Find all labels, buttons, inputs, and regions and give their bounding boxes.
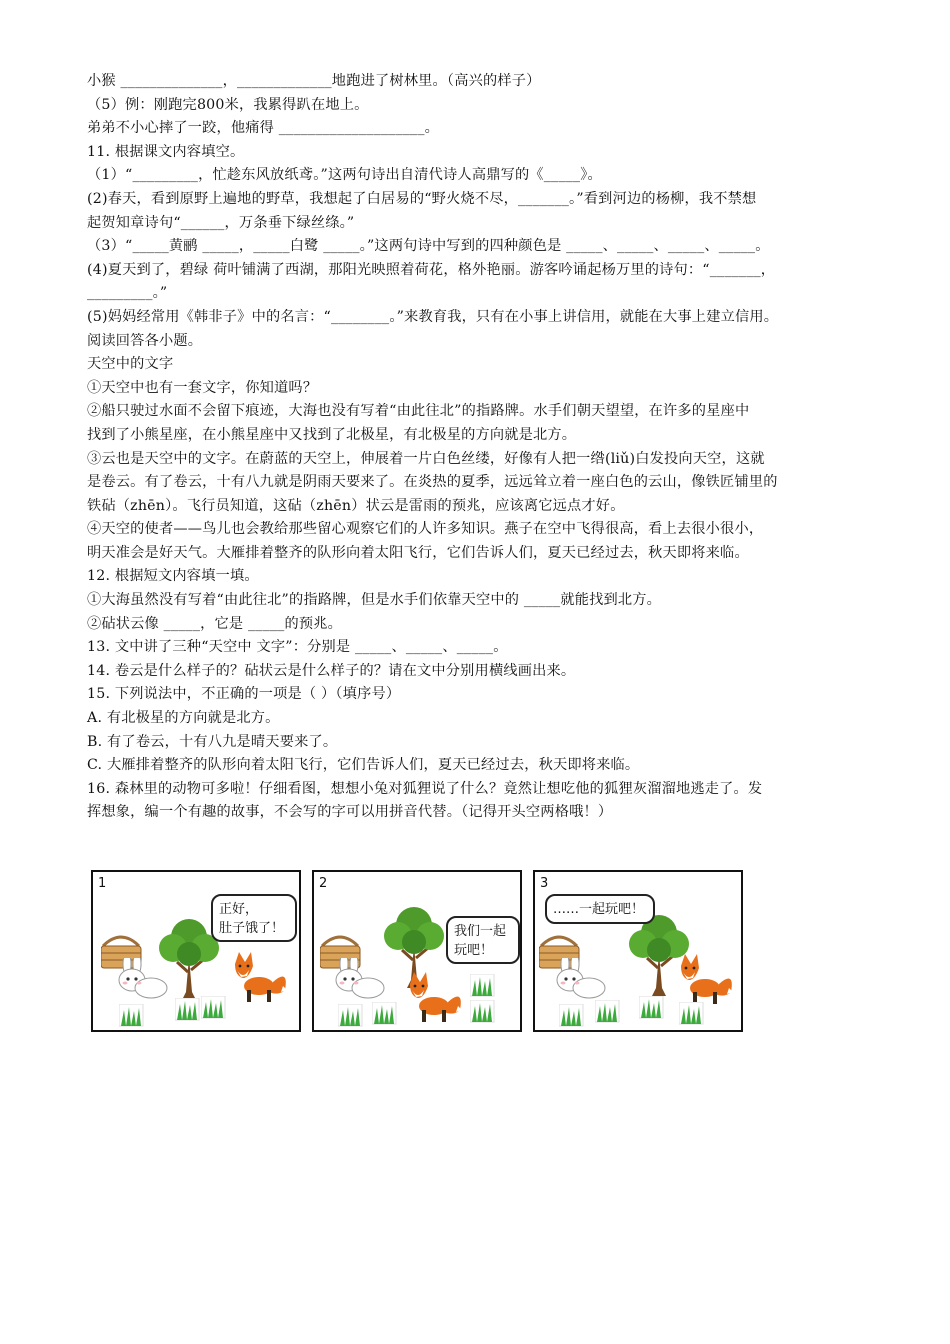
grass-icon <box>679 1002 705 1026</box>
text-line: （5）例：刚跑完800米，我累得趴在地上。 <box>87 96 369 113</box>
passage-paragraph: ③云也是天空中的文字。在蔚蓝的天空上，伸展着一片白色丝缕，好像有人把一绺(liǔ)白发投向天空，这就 <box>87 450 765 467</box>
text-line: ①大海虽然没有写着“由此往北”的指路牌，但是水手们依靠天空中的 _____就能找到北方。 <box>87 592 662 609</box>
speech-text: ……一起玩吧！ <box>553 902 645 917</box>
speech-text: 玩吧！ <box>454 943 494 958</box>
story-panel-3 <box>533 870 743 1032</box>
grass-icon <box>338 1004 364 1028</box>
speech-bubble <box>446 916 520 964</box>
question-16: 16. 森林里的动物可多啦！仔细看图，想想小兔对狐狸说了什么？竟然让想吃他的狐狸灰溜溜地逃走了。发 <box>87 780 763 797</box>
speech-text: 肚子饿了！ <box>219 921 285 936</box>
passage-paragraph: ①天空中也有一套文字，你知道吗？ <box>87 379 318 396</box>
question-13: 13. 文中讲了三种“天空中 文字”：分别是 _____、_____、_____。 <box>87 639 508 656</box>
fox-icon <box>229 950 295 1010</box>
panel-number: 1 <box>98 876 107 891</box>
grass-icon <box>559 1004 585 1028</box>
picture-story <box>91 870 751 1036</box>
text-line: (4)夏天到了，碧绿 荷叶铺满了西湖，那阳光映照着荷花，格外艳丽。游客吟诵起杨万里的诗句：“_______， <box>87 261 776 278</box>
question-11: 11. 根据课文内容填空。 <box>87 143 245 160</box>
fox-icon <box>404 970 470 1030</box>
grass-icon <box>175 998 201 1022</box>
rabbit-icon <box>555 958 610 1002</box>
text-line: ②砧状云像 _____，它是 _____的预兆。 <box>87 615 343 632</box>
rabbit-icon <box>334 958 389 1002</box>
text-line: _________。” <box>87 285 168 302</box>
grass-icon <box>470 1000 496 1024</box>
passage-paragraph: 铁砧（zhēn）。飞行员知道，这砧（zhēn）状云是雷雨的预兆，应该离它远点才好。 <box>87 497 625 514</box>
panel-number: 3 <box>540 876 549 891</box>
passage-paragraph: 明天准会是好天气。大雁排着整齐的队形向着太阳飞行，它们告诉人们，夏天已经过去，秋天即将来临。 <box>87 544 749 561</box>
reading-instruction: 阅读回答各小题。 <box>87 332 203 349</box>
panel-number: 2 <box>319 876 328 891</box>
text-line: 起贺知章诗句“______，万条垂下绿丝绦。” <box>87 214 355 231</box>
grass-icon <box>639 996 665 1020</box>
passage-title: 天空中的文字 <box>87 356 174 373</box>
option-a: A. 有北极星的方向就是北方。 <box>87 710 280 727</box>
text-line: 小猴 ______________，_____________地跑进了树林里。（高兴的样子） <box>87 73 541 89</box>
passage-paragraph: ②船只驶过水面不会留下痕迹，大海也没有写着“由此往北”的指路牌。水手们朝天望望，在许多的星座中 <box>87 403 750 420</box>
text-line: (2)春天，看到原野上遍地的野草，我想起了白居易的“野火烧不尽，_______。”看到河边的杨柳，我不禁想 <box>87 190 757 207</box>
text-line: 弟弟不小心摔了一跤，他痛得 ____________________。 <box>87 120 440 137</box>
option-c: C. 大雁排着整齐的队形向着太阳飞行，它们告诉人们，夏天已经过去，秋天即将来临。 <box>87 757 640 774</box>
speech-text: 我们一起 <box>454 924 507 939</box>
text-line: (5)妈妈经常用《韩非子》中的名言：“________。”来教育我，只有在小事上讲信用，就能在大事上建立信用。 <box>87 308 779 325</box>
question-12: 12. 根据短文内容填一填。 <box>87 568 259 585</box>
text-line: 挥想象，编一个有趣的故事，不会写的字可以用拼音代替。（记得开头空两格哦！） <box>87 804 613 821</box>
speech-bubble <box>545 894 655 924</box>
speech-text: 正好， <box>219 902 259 917</box>
story-panel-2 <box>312 870 522 1032</box>
speech-bubble <box>211 894 297 942</box>
grass-icon <box>372 1002 398 1026</box>
option-b: B. 有了卷云，十有八九是晴天要来了。 <box>87 733 338 750</box>
grass-icon <box>470 974 496 998</box>
question-15: 15. 下列说法中，不正确的一项是（ ）（填序号） <box>87 686 401 703</box>
worksheet-text <box>87 70 877 825</box>
passage-paragraph: 找到了小熊星座，在小熊星座中又找到了北极星，有北极星的方向就是北方。 <box>87 426 577 443</box>
text-line: （1）“_________，忙趁东风放纸鸢。”这两句诗出自清代诗人高鼎写的《_____》。 <box>87 167 602 184</box>
grass-icon <box>119 1004 145 1028</box>
passage-paragraph: 是卷云。有了卷云，十有八九就是阴雨天要来了。在炎热的夏季，远远耸立着一座白色的云山，像铁匠铺里的 <box>87 474 778 491</box>
grass-icon <box>595 1000 621 1024</box>
text-line: （3）“_____黄鹂 _____，_____白鹭 _____。”这两句诗中写到的四种颜色是 _____、_____、_____、_____。 <box>87 238 770 255</box>
grass-icon <box>201 996 227 1020</box>
passage-paragraph: ④天空的使者——鸟儿也会教给那些留心观察它们的人许多知识。燕子在空中飞得很高，看上去很小很小， <box>87 521 764 538</box>
story-panel-1 <box>91 870 301 1032</box>
question-14: 14. 卷云是什么样子的？砧状云是什么样子的？请在文中分别用横线画出来。 <box>87 662 576 679</box>
